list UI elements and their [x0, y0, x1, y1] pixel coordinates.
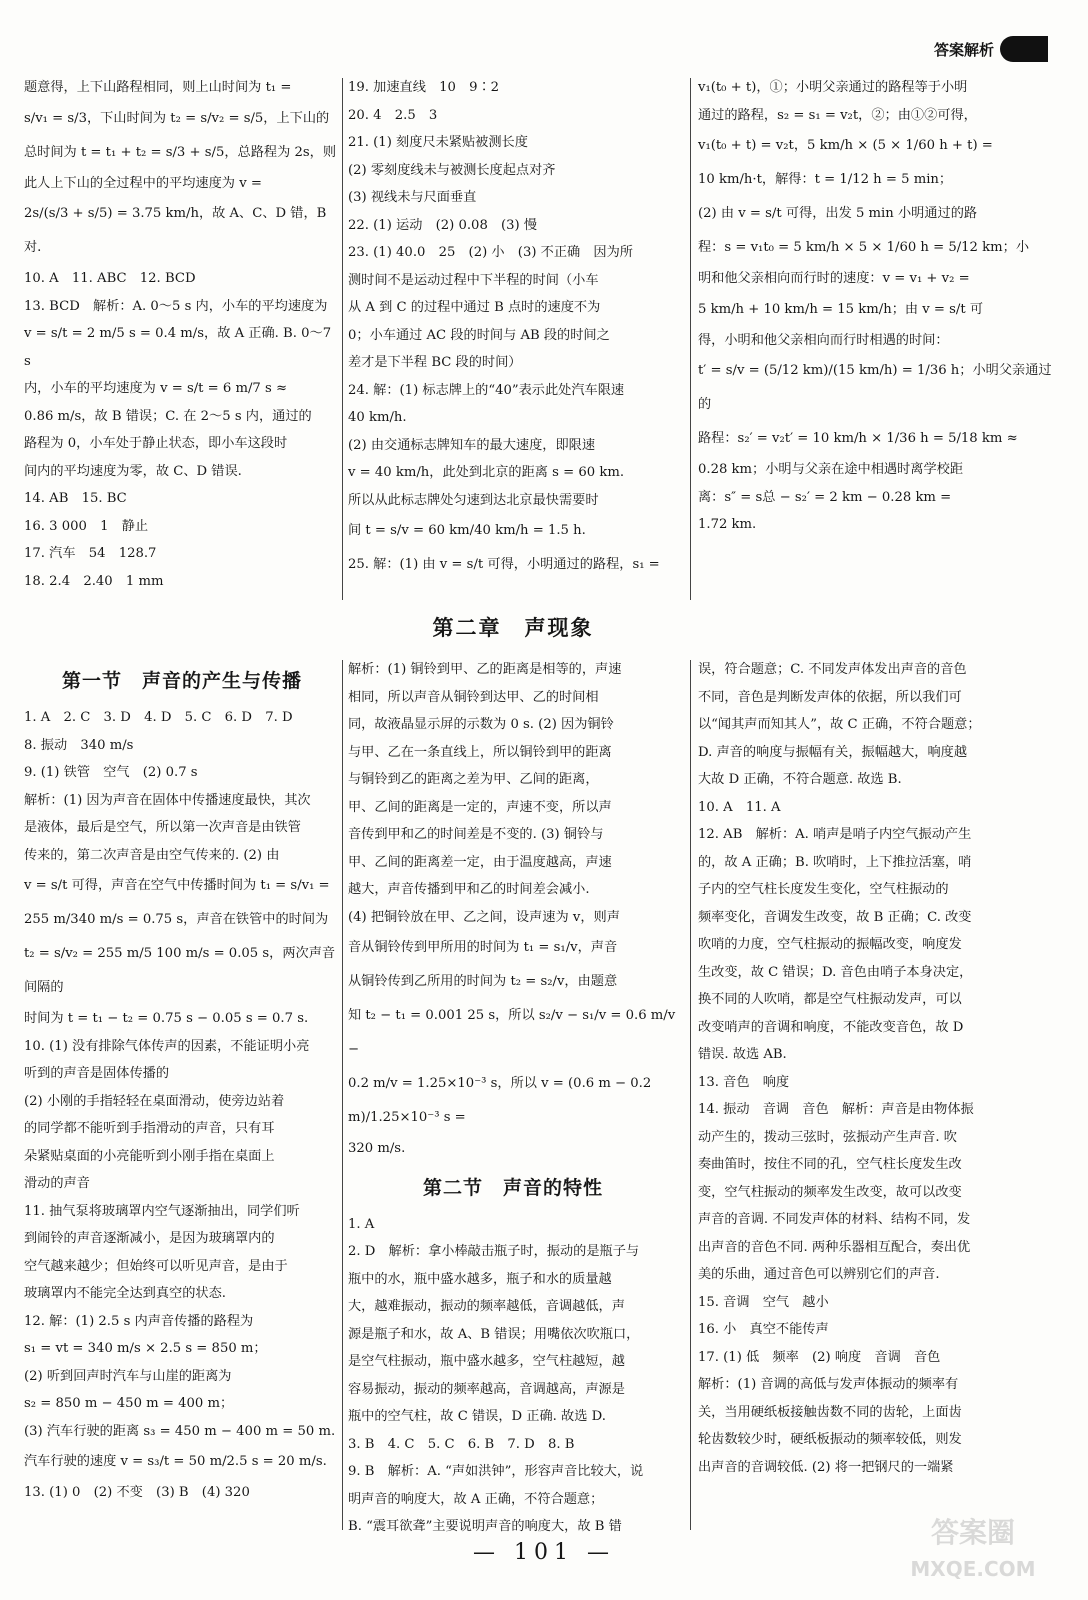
answer-line: (3) 视线未与尺面垂直	[348, 190, 477, 205]
answer-line: 9. B 解析：A. “声如洪钟”，形容声音比较大，说	[348, 1464, 644, 1479]
answer-line: 明和他父亲相向而行时的速度：v = v₁ + v₂ =	[698, 271, 970, 286]
answer-line: 0；小车通过 AC 段的时间与 AB 段的时间之	[348, 327, 610, 343]
answer-line: 是液体，最后是空气，所以第一次声音是由铁管	[24, 820, 301, 835]
answer-line: 12. AB 解析：A. 哨声是哨子内空气振动产生	[698, 827, 972, 842]
answer-line: 10. A 11. A	[698, 799, 781, 815]
answer-line: (3) 汽车行驶的距离 s₃ = 450 m − 400 m = 50 m.	[24, 1423, 336, 1439]
answer-line: 频率变化，音调发生改变，故 B 正确；C. 改变	[698, 909, 972, 925]
answer-line: 大，越难振动，振动的频率越低，音调越低，声	[348, 1299, 625, 1314]
answer-line: v₁(t₀ + t) = v₂t，5 km/h × (5 × 1/60 h + t) =	[698, 138, 993, 153]
answer-line: 出声音的音色不同. 两种乐器相互配合，奏出优	[698, 1239, 971, 1255]
answer-line: 甲、乙间的距离差一定，由于温度越高，声速	[348, 854, 612, 870]
answer-line: (2) 听到回声时汽车与山崖的距离为	[24, 1368, 232, 1384]
answer-line: 路程：s₂′ = v₂t′ = 10 km/h × 1/36 h = 5/18 km ≈	[698, 431, 1018, 446]
answer-line: 误，符合题意；C. 不同发声体发出声音的音色	[698, 662, 967, 677]
answer-line: 听到的声音是固体传播的	[24, 1066, 170, 1081]
answer-line: 13. 音色 响度	[698, 1074, 790, 1090]
answer-line: 320 m/s.	[348, 1141, 406, 1156]
answer-line: 瓶中的空气柱，故 C 错误，D 正确. 故选 D.	[348, 1409, 606, 1424]
column-bottom-right	[698, 656, 1058, 1481]
answer-line: 13. BCD 解析：A. 0～5 s 内，小车的平均速度为	[24, 298, 328, 314]
answer-line: 19. 加速直线 10 9∶2	[348, 80, 500, 95]
watermark-url: MXQE.COM	[910, 1557, 1036, 1581]
answer-line: 路程为 0，小车处于静止状态，即小车这段时	[24, 436, 288, 451]
answer-line: 音从铜铃传到甲所用的时间为 t₁ = s₁/v，声音	[348, 940, 618, 955]
answer-line: 传来的，第二次声音是由空气传来的. (2) 由	[24, 847, 280, 863]
answer-line: 此人上下山的全过程中的平均速度为 v =	[24, 175, 262, 191]
answer-line: 15. 音调 空气 越小	[698, 1294, 829, 1310]
answer-line: 20. 4 2.5 3	[348, 107, 438, 123]
answer-line: 21. (1) 刻度尺未紧贴被测长度	[348, 135, 528, 150]
answer-line: 0.86 m/s，故 B 错误；C. 在 2～5 s 内，通过的	[24, 408, 312, 424]
answer-line: 的同学都不能听到手指滑动的声音，只有耳	[24, 1121, 275, 1136]
answer-line: 源是瓶子和水，故 A、B 错误；用嘴依次吹瓶口，	[348, 1326, 640, 1342]
column-divider	[342, 660, 343, 1530]
answer-line: 离：s″ = s总 − s₂′ = 2 km − 0.28 km =	[698, 489, 952, 505]
answer-line: 差才是下半程 BC 段的时间）	[348, 355, 522, 370]
answer-line: 是空气柱振动，瓶中盛水越多，空气柱越短，越	[348, 1354, 625, 1369]
answer-line: s₂ = 850 m − 450 m = 400 m；	[24, 1396, 234, 1411]
answer-line: 变，空气柱振动的频率发生改变，故可以改变	[698, 1184, 962, 1200]
answer-line: (4) 把铜铃放在甲、乙之间，设声速为 v，则声	[348, 909, 620, 925]
answer-line: 从铜铃传到乙所用的时间为 t₂ = s₂/v，由题意	[348, 974, 618, 989]
column-bottom-left	[24, 656, 340, 1507]
answer-line: 3. B 4. C 5. C 6. B 7. D 8. B	[348, 1436, 575, 1452]
tab-marker	[1000, 36, 1048, 62]
answer-line: 吹哨的力度，空气柱振动的振幅改变，响度发	[698, 937, 962, 952]
answer-line: v = s/t 可得，声音在空气中传播时间为 t₁ = s/v₁ =	[24, 878, 330, 893]
answer-line: 明声音的响度大，故 A 正确，不符合题意；	[348, 1491, 604, 1507]
answer-line: s₁ = vt = 340 m/s × 2.5 s = 850 m；	[24, 1341, 267, 1356]
answer-line: 2. D 解析：拿小棒敲击瓶子时，振动的是瓶子与	[348, 1244, 640, 1259]
answer-line: 解析：(1) 铜铃到甲、乙的距离是相等的，声速	[348, 662, 622, 677]
answer-line: 25. 解：(1) 由 v = s/t 可得，小明通过的路程，s₁ =	[348, 557, 660, 572]
answer-line: 9. (1) 铁管 空气 (2) 0.7 s	[24, 765, 198, 780]
section-heading: 第二节 声音的特性	[422, 1176, 603, 1199]
answer-line: 题意得，上下山路程相同，则上山时间为 t₁ =	[24, 80, 292, 95]
answer-line: 14. AB 15. BC	[24, 491, 127, 506]
column-divider	[690, 660, 691, 1530]
answer-line: 8. 振动 340 m/s	[24, 737, 134, 753]
column-bottom-middle	[348, 656, 678, 1541]
answer-line: v = s/t = 2 m/5 s = 0.4 m/s，故 A 正确. B. 0～7 s	[24, 326, 336, 369]
answer-line: 与铜铃到乙的距离之差为甲、乙间的距离，	[348, 772, 599, 787]
answer-line: 奏曲笛时，按住不同的孔，空气柱长度发生改	[698, 1157, 962, 1172]
answer-line: 换不同的人吹哨，都是空气柱振动发声，可以	[698, 992, 962, 1007]
answer-line: 从 A 到 C 的过程中通过 B 点时的速度不为	[348, 300, 601, 315]
answer-line: 滑动的声音	[24, 1176, 90, 1191]
answer-line: 16. 小 真空不能传声	[698, 1322, 829, 1337]
column-top-middle	[348, 74, 678, 582]
section-label: 答案解析	[933, 40, 994, 59]
answer-line: 与甲、乙在一条直线上，所以铜铃到甲的距离	[348, 744, 612, 760]
answer-line: (2) 由 v = s/t 可得，出发 5 min 小明通过的路	[698, 206, 978, 221]
answer-line: 14. 振动 音调 音色 解析：声音是由物体振	[698, 1102, 974, 1117]
answer-line: 12. 解：(1) 2.5 s 内声音传播的路程为	[24, 1313, 254, 1329]
answer-line: (2) 零刻度线未与被测长度起点对齐	[348, 162, 556, 178]
answer-line: 空气越来越少；但始终可以听见声音，是由于	[24, 1258, 288, 1274]
answer-line: 朵紧贴桌面的小亮能听到小刚手指在桌面上	[24, 1148, 275, 1164]
answer-line: 关，当用硬纸板接触齿数不同的齿轮，上面齿	[698, 1404, 962, 1420]
answer-line: 得，小明和他父亲相向而行时相遇的时间：	[698, 332, 949, 348]
answer-line: 24. 解：(1) 标志牌上的“40”表示此处汽车限速	[348, 382, 625, 398]
answer-line: D. 声音的响度与振幅有关，振幅越大，响度越	[698, 744, 968, 760]
page-number: — 101 —	[473, 1540, 615, 1565]
answer-line: s/v₁ = s/3，下山时间为 t₂ = s/v₂ = s/5，上下山的	[24, 110, 330, 126]
answer-line: 22. (1) 运动 (2) 0.08 (3) 慢	[348, 217, 538, 233]
answer-line: 出声音的音调较低. (2) 将一把钢尺的一端紧	[698, 1459, 954, 1475]
answer-line: 越大，声音传播到甲和乙的时间差会减小.	[348, 882, 590, 897]
column-top-right	[698, 74, 1058, 539]
answer-line: 生改变，故 C 错误；D. 音色由哨子本身决定，	[698, 964, 973, 980]
answer-line: 时间为 t = t₁ − t₂ = 0.75 s − 0.05 s = 0.7 s.	[24, 1011, 309, 1026]
answer-line: 23. (1) 40.0 25 (2) 小 (3) 不正确 因为所	[348, 245, 633, 260]
answer-line: 轮齿数较少时，硬纸板振动的频率较低，则发	[698, 1432, 962, 1447]
answer-line: 所以从此标志牌处匀速到达北京最快需要时	[348, 492, 599, 508]
answer-line: 以“闻其声而知其人”，故 C 正确，不符合题意；	[698, 717, 981, 732]
answer-line: 大故 D 正确，不符合题意. 故选 B.	[698, 772, 902, 787]
answer-line: 玻璃罩内不能完全达到真空的状态.	[24, 1286, 227, 1301]
answer-line: (2) 由交通标志牌知车的最大速度，即限速	[348, 437, 596, 453]
answer-line: t₂ = s/v₂ = 255 m/5 100 m/s = 0.05 s，两次声音间隔的	[24, 946, 336, 995]
watermark-logo	[888, 1506, 1058, 1586]
answer-line: 40 km/h.	[348, 410, 407, 425]
answer-line: 声音的音调. 不同发声体的材料、结构不同，发	[698, 1212, 971, 1227]
answer-line: 内，小车的平均速度为 v = s/t = 6 m/7 s ≈	[24, 381, 288, 396]
answer-line: 2s/(s/3 + s/5) = 3.75 km/h，故 A、C、D 错，B 对.	[24, 206, 331, 255]
answer-line: 10. A 11. ABC 12. BCD	[24, 271, 196, 286]
answer-line: 11. 抽气泵将玻璃罩内空气逐渐抽出，同学们听	[24, 1203, 300, 1219]
answer-line: B. “震耳欲聋”主要说明声音的响度大，故 B 错	[348, 1519, 622, 1534]
answer-line: 汽车行驶的速度 v = s₃/t = 50 m/2.5 s = 20 m/s.	[24, 1454, 327, 1469]
answer-line: 容易振动，振动的频率越高，音调越高，声源是	[348, 1381, 625, 1397]
answer-line: 255 m/340 m/s = 0.75 s，声音在铁管中的时间为	[24, 912, 329, 927]
answer-line: 1.72 km.	[698, 517, 757, 532]
answer-line: t′ = s/v = (5/12 km)/(15 km/h) = 1/36 h；小明父亲通过的	[698, 363, 1052, 412]
answer-line: 瓶中的水，瓶中盛水越多，瓶子和水的质量越	[348, 1271, 612, 1287]
answer-line: 17. (1) 低 频率 (2) 响度 音调 音色	[698, 1349, 941, 1365]
answer-line: 间内的平均速度为零，故 C、D 错误.	[24, 463, 242, 479]
answer-line: 错误. 故选 AB.	[698, 1047, 787, 1062]
answer-line: 知 t₂ − t₁ = 0.001 25 s，所以 s₂/v − s₁/v = 0.6 m/v −	[348, 1008, 680, 1057]
answer-line: 5 km/h + 10 km/h = 15 km/h；由 v = s/t 可	[698, 301, 984, 317]
answer-line: 17. 汽车 54 128.7	[24, 546, 157, 561]
answer-line: 16. 3 000 1 静止	[24, 518, 149, 534]
answer-line: 解析：(1) 音调的高低与发声体振动的频率有	[698, 1377, 959, 1392]
column-divider	[342, 78, 343, 600]
answer-line: 10. (1) 没有排除气体传声的因素，不能证明小亮	[24, 1038, 310, 1054]
answer-line: 测时间不是运动过程中下半程的时间（小车	[348, 272, 599, 288]
answer-line: 美的乐曲，通过音色可以辨别它们的声音.	[698, 1267, 940, 1282]
answer-line: 18. 2.4 2.40 1 mm	[24, 573, 164, 589]
answer-line: 程：s = v₁t₀ = 5 km/h × 5 × 1/60 h = 5/12 km；小	[698, 240, 1030, 255]
answer-line: 间 t = s/v = 60 km/40 km/h = 1.5 h.	[348, 523, 586, 538]
answer-line: 0.28 km；小明与父亲在途中相遇时离学校距	[698, 462, 964, 477]
answer-line: v = 40 km/h，此处到北京的距离 s = 60 km.	[348, 465, 625, 480]
column-top-left	[24, 74, 340, 595]
answer-line: 同，故液晶显示屏的示数为 0 s. (2) 因为铜铃	[348, 717, 614, 732]
answer-line: 改变哨声的音调和响度，不能改变音色，故 D	[698, 1019, 964, 1035]
answer-line: 子内的空气柱长度发生变化，空气柱振动的	[698, 882, 949, 897]
answer-line: 相同，所以声音从铜铃到达甲、乙的时间相	[348, 689, 599, 705]
section-heading: 第一节 声音的产生与传播	[61, 670, 302, 692]
answer-line: 的，故 A 正确；B. 吹哨时，上下推拉活塞，哨	[698, 854, 972, 870]
answer-line: 到闹铃的声音逐渐减小，是因为玻璃罩内的	[24, 1231, 275, 1246]
chapter-title: 第二章 声现象	[432, 616, 594, 640]
watermark-text: 答案圈	[930, 1516, 1016, 1549]
answer-line: 0.2 m/v = 1.25×10⁻³ s，所以 v = (0.6 m − 0.2 m)/1.25×10⁻³ s =	[348, 1076, 656, 1125]
answer-line: 解析：(1) 因为声音在固体中传播速度最快，其次	[24, 792, 311, 808]
column-divider	[690, 78, 691, 600]
answer-line: 1. A	[348, 1216, 375, 1232]
answer-line: 1. A 2. C 3. D 4. D 5. C 6. D 7. D	[24, 710, 293, 725]
answer-line: 13. (1) 0 (2) 不变 (3) B (4) 320	[24, 1485, 250, 1500]
answer-line: 通过的路程，s₂ = s₁ = v₂t，②；由①②可得，	[698, 107, 977, 123]
answer-line: 10 km/h·t，解得：t = 1/12 h = 5 min；	[698, 172, 953, 187]
answer-line: 音传到甲和乙的时间差是不变的. (3) 铜铃与	[348, 827, 604, 842]
answer-line: v₁(t₀ + t)，①；小明父亲通过的路程等于小明	[698, 80, 968, 95]
answer-line: 动产生的，拨动三弦时，弦振动产生声音. 吹	[698, 1129, 957, 1145]
section-tab	[934, 36, 1048, 62]
answer-line: 不同，音色是判断发声体的依据，所以我们可	[698, 689, 962, 705]
answer-line: 总时间为 t = t₁ + t₂ = s/3 + s/5，总路程为 2s，则	[24, 144, 337, 160]
answer-line: 甲、乙间的距离是一定的，声速不变，所以声	[348, 799, 612, 815]
answer-line: (2) 小刚的手指轻轻在桌面滑动，使旁边站着	[24, 1093, 285, 1109]
